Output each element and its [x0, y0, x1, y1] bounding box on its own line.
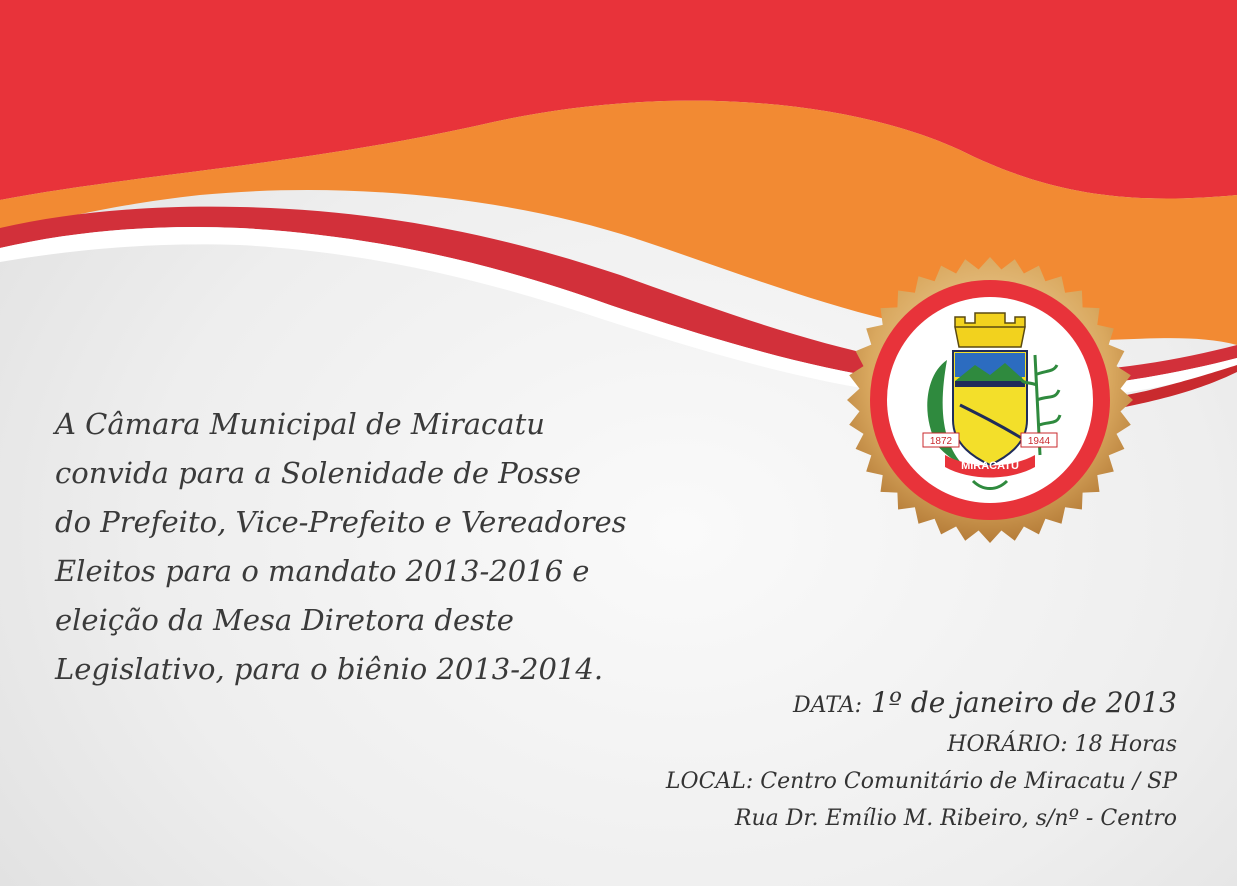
date-label: DATA:	[792, 693, 863, 718]
address-line: Rua Dr. Emílio M. Ribeiro, s/nº - Centro	[734, 806, 1177, 831]
invitation-message	[55, 400, 655, 694]
municipal-seal	[845, 255, 1135, 545]
year-left: 1872	[929, 436, 953, 447]
mural-crown-icon	[955, 313, 1025, 347]
invitation-line: Eleitos para o mandato 2013-2016 e	[55, 554, 590, 588]
date-value: 1º de janeiro de 2013	[870, 686, 1177, 719]
invitation-line: A Câmara Municipal de Miracatu	[55, 407, 545, 441]
city-banner-text: MIRACATU	[961, 460, 1019, 472]
year-right: 1944	[1027, 436, 1051, 447]
time-line: HORÁRIO: 18 Horas	[947, 732, 1177, 757]
location-line: LOCAL: Centro Comunitário de Miracatu / SP	[665, 769, 1177, 794]
invitation-line: do Prefeito, Vice-Prefeito e Vereadores	[55, 505, 627, 539]
event-details	[666, 683, 1177, 837]
invitation-line: eleição da Mesa Diretora deste	[55, 603, 514, 637]
invitation-line: Legislativo, para o biênio 2013-2014.	[55, 652, 604, 686]
date-line	[666, 683, 1177, 726]
invitation-line: convida para a Solenidade de Posse	[55, 456, 582, 490]
shield-band	[955, 381, 1025, 387]
